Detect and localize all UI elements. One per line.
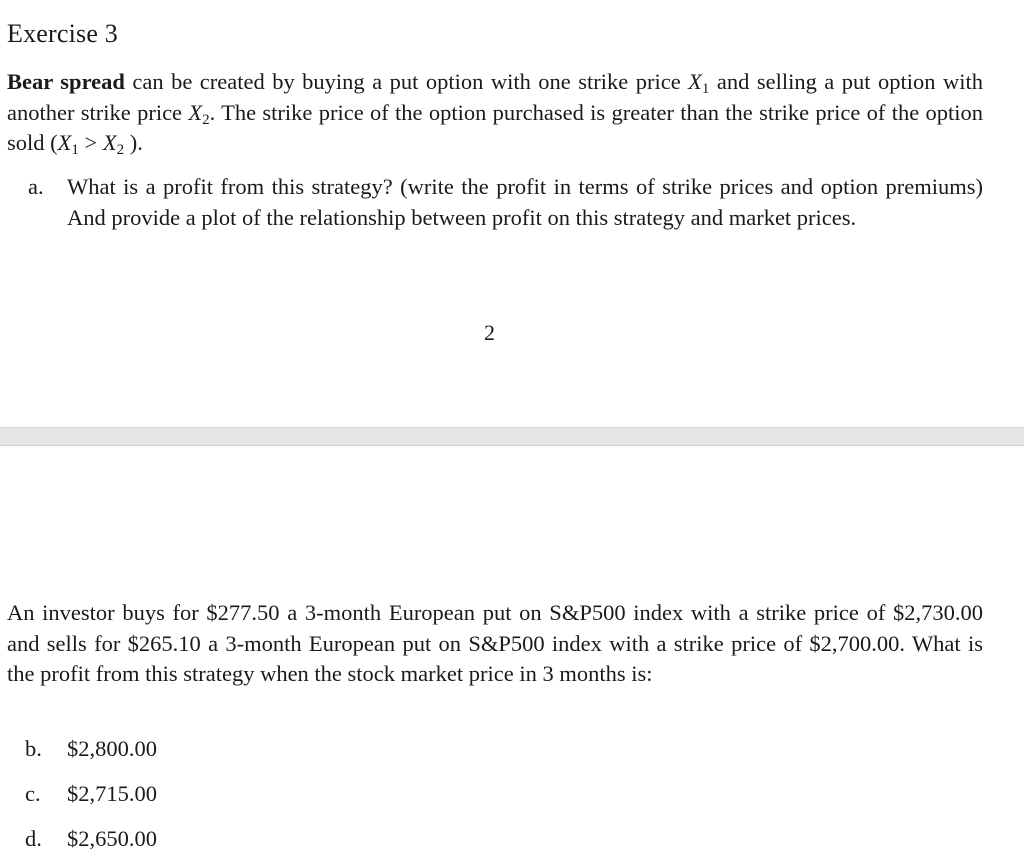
question-a-marker: a. — [28, 174, 44, 199]
math-inequality-right — [102, 130, 125, 158]
math-ineq-right-subscript: 2 — [116, 142, 125, 158]
math-x2 — [188, 99, 210, 128]
question-a-text: What is a profit from this strategy? (write the profit in terms of strike prices and option premiums) And provide a plot of the relationship between profit on this strategy and market prices. — [67, 174, 983, 230]
exercise-title: Exercise 3 — [7, 19, 119, 48]
intro-paragraph — [7, 67, 983, 159]
choice-c-value: $2,715.00 — [67, 781, 157, 806]
math-inequality-left — [57, 130, 79, 158]
math-ineq-left-letter: X — [57, 130, 72, 155]
math-x2-letter: X — [188, 99, 203, 125]
math-ineq-left-subscript: 1 — [71, 142, 79, 158]
choice-d-value: $2,650.00 — [67, 826, 157, 851]
math-x1-subscript: 1 — [701, 81, 710, 97]
intro-text-3: . The strike price of the option purchased is greater than the strike price of the option sold ( — [7, 99, 984, 155]
math-x2-subscript: 2 — [202, 111, 210, 128]
math-x1 — [688, 69, 710, 97]
choice-d-marker: d. — [25, 826, 42, 851]
intro-text-2: and selling a put option with another strike price — [7, 69, 983, 125]
choice-d — [25, 824, 157, 854]
choice-b — [25, 734, 157, 764]
choice-b-value: $2,800.00 — [67, 736, 157, 761]
intro-text-4: ). — [124, 130, 143, 155]
page-number: 2 — [484, 320, 495, 345]
intro-text-1: can be created by buying a put option with one strike price — [124, 69, 689, 94]
math-x1-letter: X — [688, 69, 702, 94]
bear-spread-term: Bear spread — [7, 69, 125, 94]
page-separator — [0, 427, 1024, 446]
page-sheet-top — [0, 0, 1024, 427]
math-ineq-right-letter: X — [102, 130, 117, 155]
choice-c-marker: c. — [25, 781, 41, 806]
question-a — [28, 172, 983, 233]
choice-c — [25, 779, 157, 809]
math-inequality-operator: > — [78, 130, 103, 155]
problem-paragraph: An investor buys for $277.50 a 3-month European put on S&P500 index with a strike price of $2,730.00 and sells for $265.10 a 3-month European put on S&P500 index with a strike price of $2,700.00. What is the profit from this strategy when the stock market price in 3 months is: — [7, 600, 983, 686]
choice-b-marker: b. — [25, 736, 42, 761]
